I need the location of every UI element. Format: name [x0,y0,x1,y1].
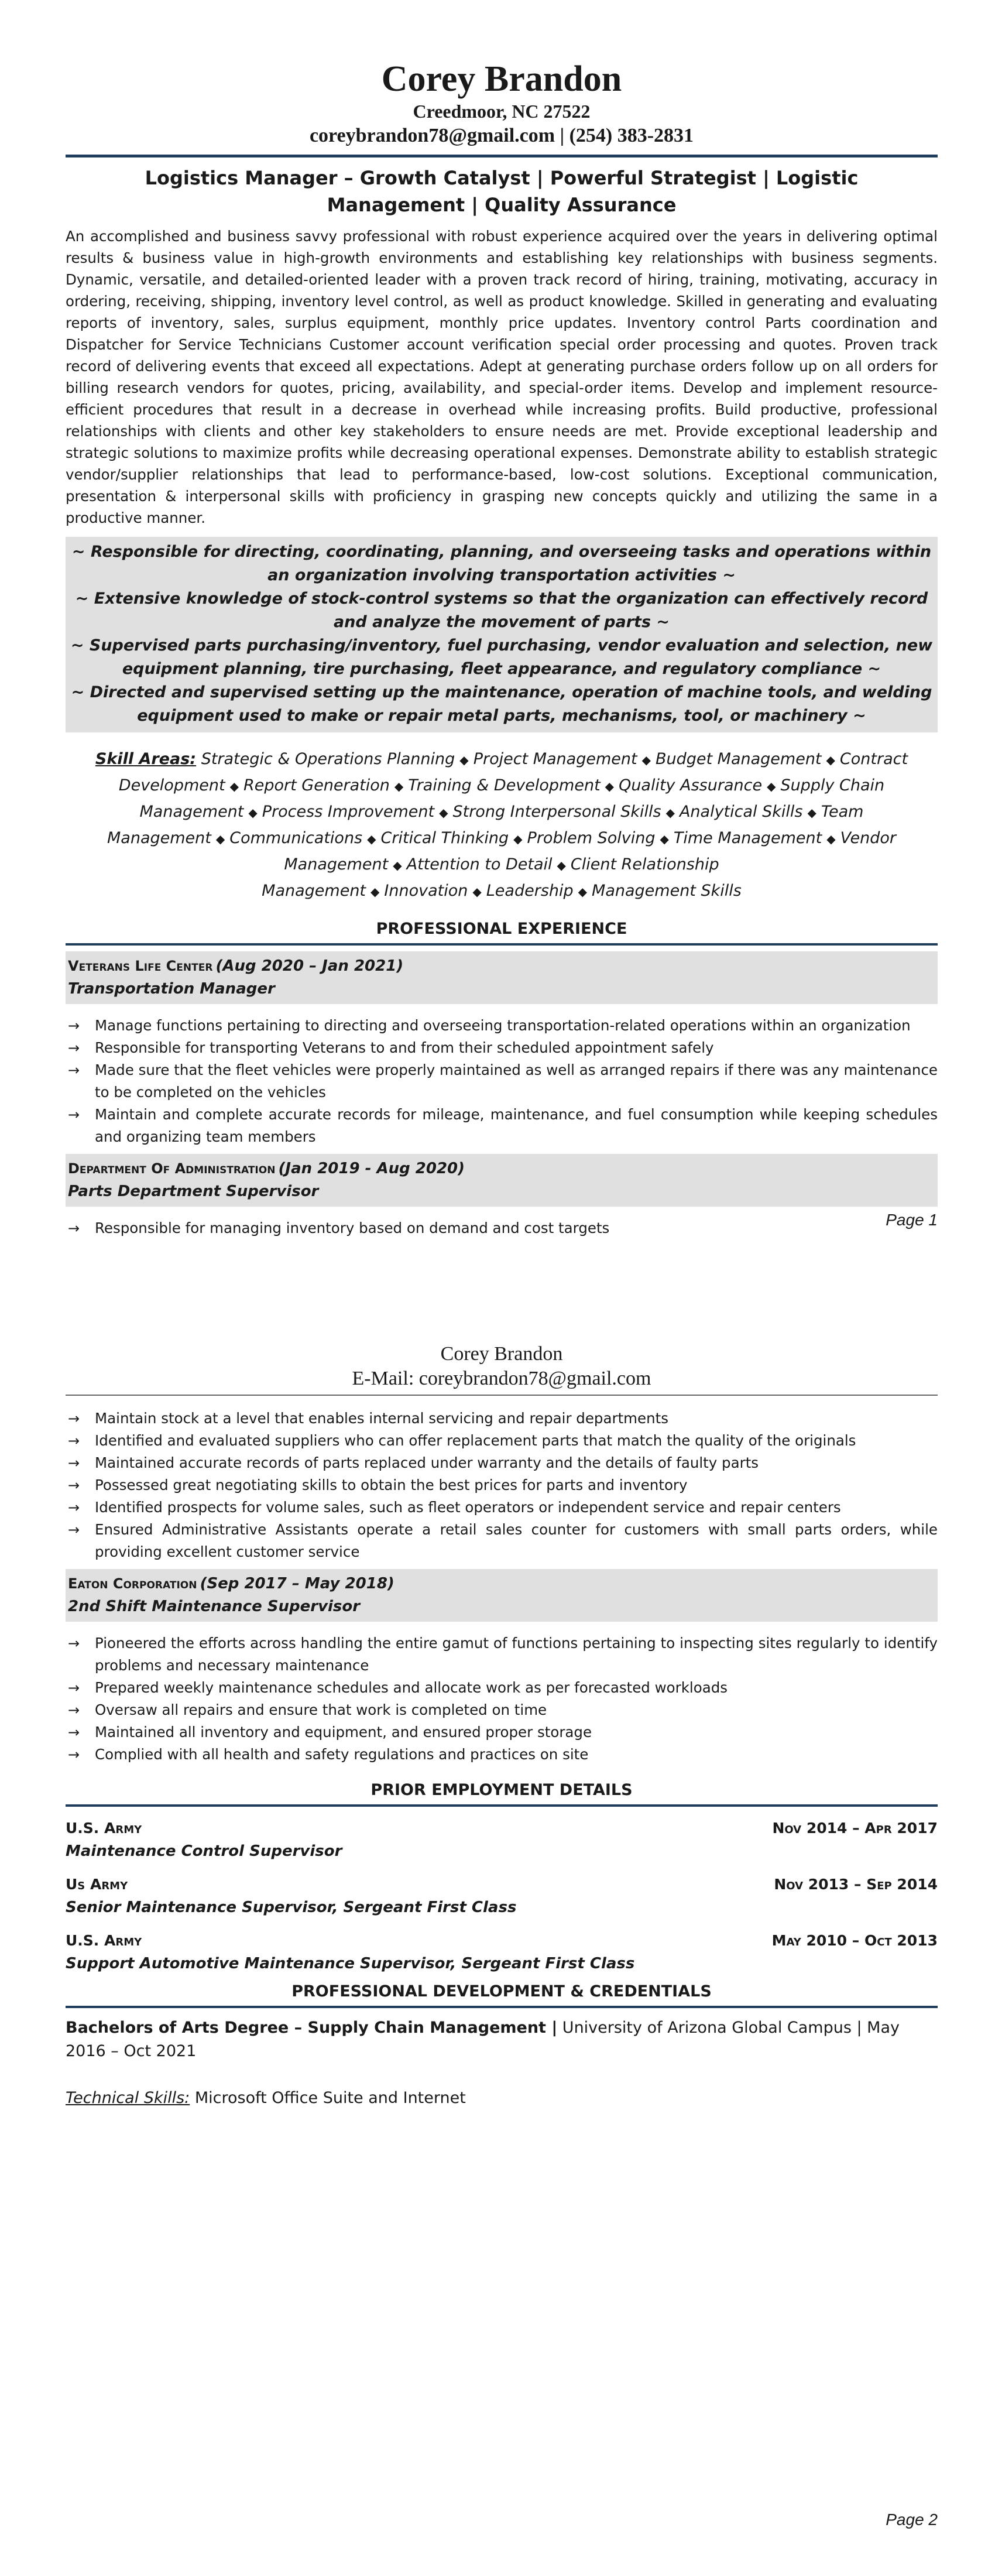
skill-item: Budget Management [655,750,822,768]
technical-skills-label: Technical Skills: [66,2089,190,2107]
job-role: 2nd Shift Maintenance Supervisor [68,1598,361,1615]
arrow-icon: → [68,1746,80,1763]
highlight-item: ~ Supervised parts purchasing/inventory, fuel purchasing, vendor evaluation and selection, new equipment planning, tire purchasing, fleet appearance, and regulatory compliance ~ [70,636,933,678]
prior-dates: May 2010 – Oct 2013 [771,1932,938,1949]
job-header [66,1569,938,1622]
job-role: Parts Department Supervisor [68,1183,319,1200]
prior-entry [66,1930,938,1975]
candidate-address: Creedmoor, NC 27522 [413,101,591,122]
list-item: → Maintained all inventory and equipment, and ensured proper storage [66,1721,938,1743]
diamond-separator-icon: ◆ [660,832,669,846]
diamond-separator-icon: ◆ [472,885,482,899]
list-item: → Identified and evaluated suppliers who can offer replacement parts that match the quality of the originals [66,1430,938,1452]
skill-areas-list [107,750,908,900]
prior-org: U.S. Army [66,1932,142,1949]
job-role: Transportation Manager [68,980,275,998]
job-bullets [66,1407,938,1563]
list-item: → Manage functions pertaining to directing and overseeing transportation-related operations within an organization [66,1015,938,1037]
arrow-icon: → [68,1499,80,1516]
job-bullets [66,1217,938,1239]
prior-title: Senior Maintenance Supervisor, Sergeant First Class [66,1899,517,1916]
skill-item: Training & Development [408,776,601,794]
arrow-icon: → [68,1724,80,1741]
diamond-separator-icon: ◆ [826,832,836,846]
diamond-separator-icon: ◆ [367,832,376,846]
arrow-icon: → [68,1433,80,1449]
arrow-icon: → [68,1220,80,1236]
page2-header-divider [66,1395,938,1396]
arrow-icon: → [68,1062,80,1078]
skill-item: Process Improvement [262,803,435,821]
highlights-box [66,537,938,732]
diamond-separator-icon: ◆ [215,832,225,846]
diamond-separator-icon: ◆ [578,885,588,899]
diamond-separator-icon: ◆ [229,779,239,793]
list-item: → Identified prospects for volume sales, such as fleet operators or independent service and repair centers [66,1496,938,1519]
resume-page-2 [0,1288,995,2576]
job-org: Department Of Administration [68,1160,276,1177]
highlight-item: ~ Extensive knowledge of stock-control systems so that the organization can effectively record and analyze the movement of parts ~ [75,590,928,631]
skill-item: Management Skills [592,882,742,900]
skill-item: Report Generation [243,776,390,794]
page-number: Page 2 [886,2510,938,2529]
arrow-icon: → [68,1107,80,1123]
job-header [66,951,938,1004]
page-number: Page 1 [886,1211,938,1229]
skill-item: Contract Development [118,750,908,794]
diamond-separator-icon: ◆ [605,779,615,793]
list-item: → Possessed great negotiating skills to obtain the best prices for parts and inventory [66,1474,938,1496]
arrow-icon: → [68,1455,80,1471]
experience-heading: PROFESSIONAL EXPERIENCE [66,917,938,946]
list-item: → Maintain stock at a level that enables internal servicing and repair departments [66,1407,938,1430]
list-item: → Made sure that the fleet vehicles were properly maintained as well as arranged repairs if there was any maintenance to be completed on the vehicles [66,1059,938,1104]
skill-item: Supply Chain Management [139,776,885,821]
arrow-icon: → [68,1522,80,1538]
arrow-icon: → [68,1680,80,1696]
skill-item: Communications [229,829,363,847]
prior-entry [66,1873,938,1919]
skill-item: Attention to Detail [406,855,553,873]
credentials-heading: PROFESSIONAL DEVELOPMENT & CREDENTIALS [66,1980,938,2008]
list-item: → Pioneered the efforts across handling the entire gamut of functions pertaining to inspecting sites regularly to identify problems and necessary maintenance [66,1632,938,1677]
highlight-item: ~ Directed and supervised setting up the maintenance, operation of machine tools, and welding equipment used to make or repair metal parts, mechanisms, tool, or machinery ~ [71,683,932,725]
diamond-separator-icon: ◆ [513,832,523,846]
degree-name: Bachelors of Arts Degree – Supply Chain Management | [66,2019,558,2037]
prior-entry [66,1817,938,1863]
technical-skills-value: Microsoft Office Suite and Internet [190,2089,466,2107]
diamond-separator-icon: ◆ [641,753,651,767]
page2-name: Corey Brandon [440,1343,563,1365]
job-dates: (Jan 2019 - Aug 2020) [278,1160,465,1177]
technical-skills [66,2087,938,2110]
arrow-icon: → [68,1477,80,1493]
list-item: → Complied with all health and safety regulations and practices on site [66,1743,938,1766]
diamond-separator-icon: ◆ [807,806,816,820]
arrow-icon: → [68,1040,80,1056]
skill-item: Analytical Skills [679,803,803,821]
list-item: → Maintain and complete accurate records for mileage, maintenance, and fuel consumption while keeping schedules and organizing team members [66,1104,938,1148]
headline: Logistics Manager – Growth Catalyst | Powerful Strategist | Logistic Management | Quality Assurance [145,167,859,216]
skill-item: Client Relationship Management [262,855,719,900]
arrow-icon: → [68,1410,80,1427]
job-org: Eaton Corporation [68,1575,197,1592]
skill-item: Strategic & Operations Planning [201,750,455,768]
prior-dates: Nov 2013 – Sep 2014 [774,1876,938,1893]
arrow-icon: → [68,1702,80,1718]
list-item: → Maintained accurate records of parts replaced under warranty and the details of faulty parts [66,1452,938,1474]
skill-item: Strong Interpersonal Skills [452,803,661,821]
job-bullets [66,1632,938,1766]
skill-item: Team Management [107,803,864,847]
skill-item: Time Management [673,829,822,847]
prior-title: Support Automotive Maintenance Supervisor, Sergeant First Class [66,1955,635,1972]
diamond-separator-icon: ◆ [767,779,776,793]
skill-item: Vendor Management [284,829,896,873]
list-item: → Oversaw all repairs and ensure that work is completed on time [66,1699,938,1721]
diamond-separator-icon: ◆ [557,858,566,872]
list-item: → Prepared weekly maintenance schedules and allocate work as per forecasted workloads [66,1677,938,1699]
job-dates: (Aug 2020 – Jan 2021) [215,957,404,975]
skill-item: Innovation [384,882,468,900]
job-header [66,1154,938,1207]
prior-org: U.S. Army [66,1820,142,1837]
prior-dates: Nov 2014 – Apr 2017 [772,1820,938,1837]
skill-item: Problem Solving [527,829,656,847]
arrow-icon: → [68,1635,80,1652]
diamond-separator-icon: ◆ [439,806,448,820]
skill-areas [71,746,932,905]
degree-line [66,2016,938,2063]
prior-title: Maintenance Control Supervisor [66,1842,342,1860]
highlight-item: ~ Responsible for directing, coordinating, planning, and overseeing tasks and operations within an organization involving transportation activities ~ [71,543,932,584]
job-bullets [66,1015,938,1148]
skill-item: Leadership [486,882,574,900]
diamond-separator-icon: ◆ [826,753,835,767]
arrow-icon: → [68,1018,80,1034]
list-item: → Responsible for managing inventory based on demand and cost targets [66,1217,938,1239]
skill-item: Quality Assurance [619,776,763,794]
page2-email: E-Mail: coreybrandon78@gmail.com [352,1368,651,1389]
list-item: → Responsible for transporting Veterans to and from their scheduled appointment safely [66,1037,938,1059]
summary-paragraph: An accomplished and business savvy professional with robust experience acquired over the years in delivering optimal results & business value in high-growth environments and establishing key relationships with business segments. Dynamic, versatile, and detailed-oriented leader with a proven track record of hiring, training, motivating, accuracy in ordering, receiving, shipping, inventory level control, as well as product knowledge. Skilled in generating and evaluating reports of inventory, sales, surplus equipment, monthly price updates. Inventory control Parts coordination and Dispatcher for Service Technicians Customer account verification special order processing and quotes. Proven track record of delivering events that exceed all expectations. Adept at generating purchase orders follow up on all orders for billing research vendors for quotes, pricing, availability, and special-order items. Develop and implement resource-efficient procedures that result in a decrease in overhead while increasing profits. Build productive, professional relationships with clients and other key stakeholders to ensure needs are met. Provide exceptional leadership and strategic solutions to maximize profits while decreasing operational expenses. Demonstrate ability to establish strategic vendor/supplier relationships that lead to performance-based, low-cost solutions. Exceptional communication, presentation & interpersonal skills with proficiency in grasping new concepts quickly and utilizing the same in a productive manner. [66,228,938,526]
skill-item: Critical Thinking [380,829,509,847]
list-item: → Ensured Administrative Assistants operate a retail sales counter for customers with small parts orders, while providing excellent customer service [66,1519,938,1563]
diamond-separator-icon: ◆ [248,806,258,820]
header-divider [66,155,938,157]
job-org: Veterans Life Center [68,958,213,974]
prior-employment-heading: PRIOR EMPLOYMENT DETAILS [66,1779,938,1807]
candidate-name: Corey Brandon [381,59,622,99]
diamond-separator-icon: ◆ [394,779,404,793]
job-dates: (Sep 2017 – May 2018) [200,1575,394,1592]
skill-areas-label: Skill Areas: [95,750,197,768]
degree-detail: University of Arizona Global Campus | May 2016 – Oct 2021 [66,2019,900,2060]
candidate-contact: coreybrandon78@gmail.com | (254) 383-2831 [309,125,694,146]
diamond-separator-icon: ◆ [459,753,469,767]
diamond-separator-icon: ◆ [665,806,675,820]
prior-org: Us Army [66,1876,128,1893]
diamond-separator-icon: ◆ [393,858,402,872]
diamond-separator-icon: ◆ [370,885,380,899]
skill-item: Project Management [473,750,637,768]
